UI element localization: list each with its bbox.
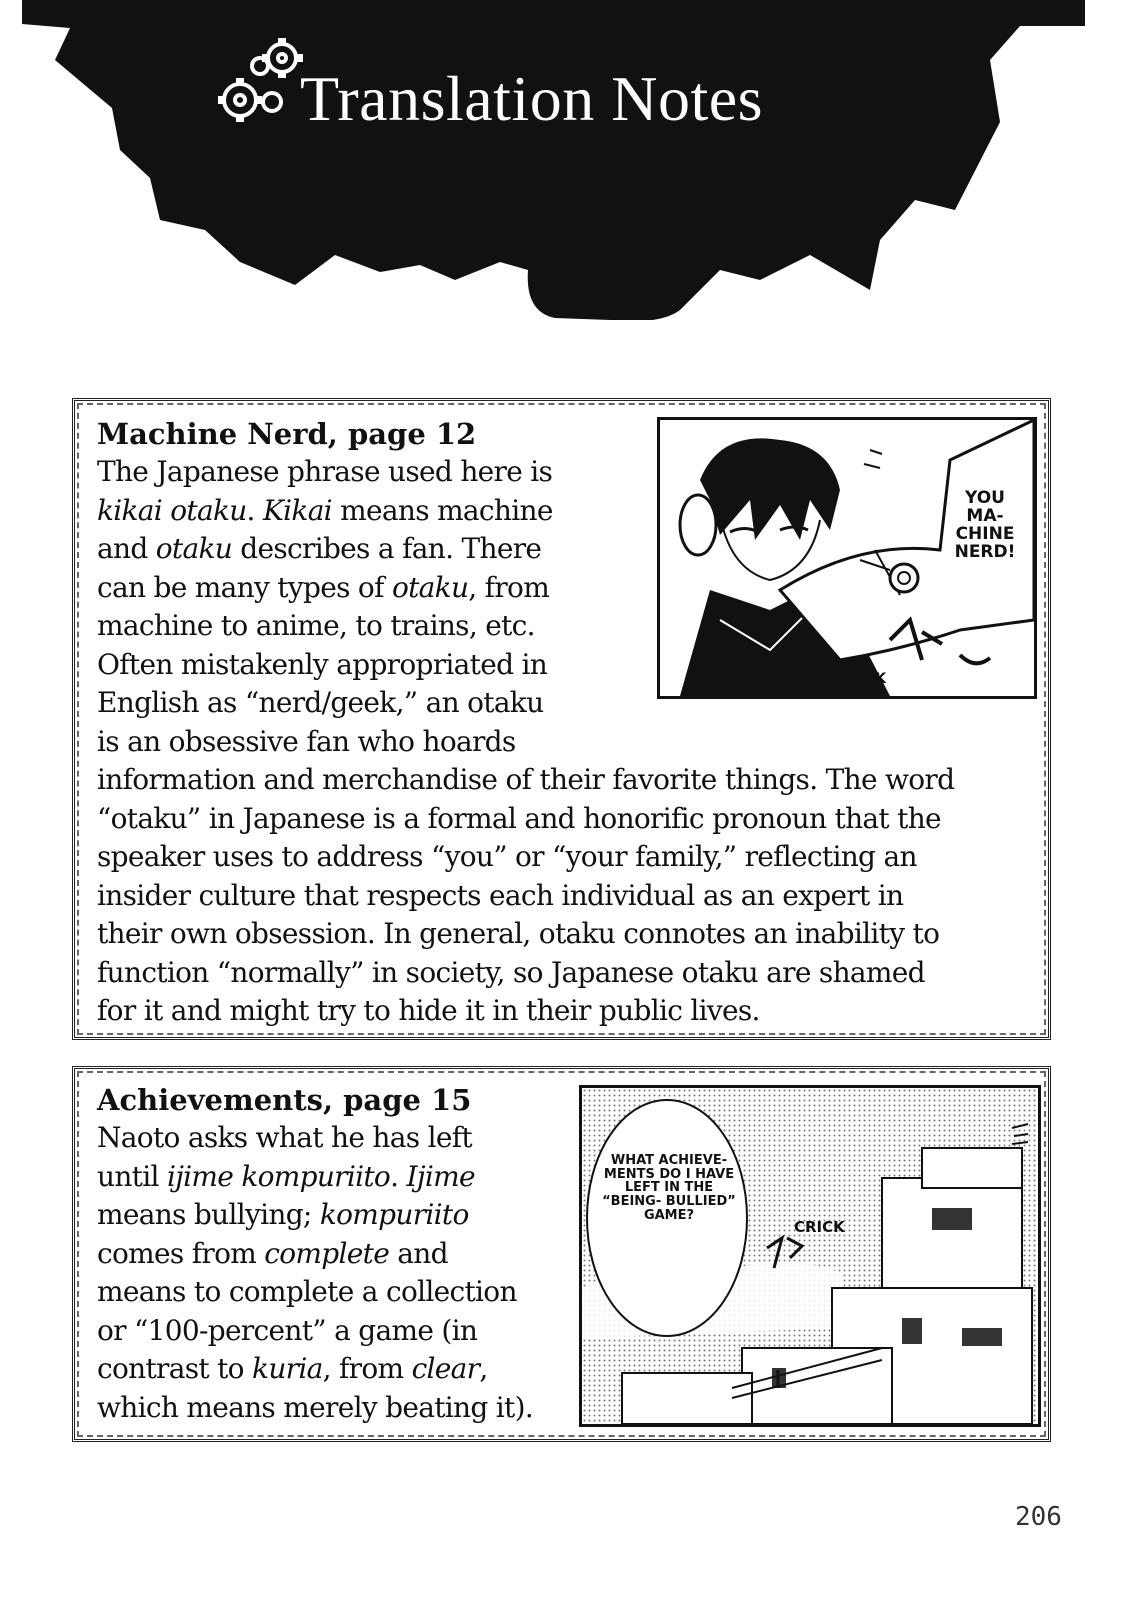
note-line: which means merely beating it). (97, 1390, 534, 1424)
note-line: comes from complete and (97, 1236, 448, 1270)
note-title: Achievements, page 15 (97, 1083, 472, 1117)
note-line: insider culture that respects each individual as an expert in (97, 878, 904, 912)
speech-text: WHAT ACHIEVE- MENTS DO I HAVE LEFT IN THE “BEING- BULLIED” GAME? (602, 1153, 736, 1223)
note-line: can be many types of otaku, from (97, 570, 550, 604)
note-title: Machine Nerd, page 12 (97, 417, 477, 451)
note-line: contrast to kuria, from clear, (97, 1352, 488, 1385)
gear-banner (0, 0, 1123, 320)
note-line: information and merchandise of their favorite things. The word (97, 763, 955, 796)
decorative-gears-icon (214, 36, 314, 126)
note-line: Naoto asks what he has left (97, 1121, 472, 1154)
manga-illustration (582, 1088, 1038, 1424)
sound-effect: CRICK (794, 1218, 845, 1236)
page-title: Translation Notes (300, 63, 764, 134)
note-achievements (72, 1066, 1051, 1442)
page-number: 206 (1015, 1502, 1062, 1532)
note-line: English as “nerd/geek,” an otaku (97, 686, 544, 719)
note-line: and otaku describes a fan. There (97, 532, 542, 565)
note-line: until ijime kompuriito. Ijime (97, 1159, 475, 1193)
sound-effect: GHK (852, 671, 887, 687)
note-line: The Japanese phrase used here is (97, 455, 553, 488)
note-line: their own obsession. In general, otaku connotes an inability to (97, 917, 940, 950)
manga-panel-machine-nerd (657, 417, 1037, 699)
note-line: machine to anime, to trains, etc. (97, 609, 535, 642)
note-line: is an obsessive fan who hoards (97, 724, 516, 758)
manga-panel-achievements (579, 1085, 1041, 1427)
note-line: speaker uses to address “you” or “your family,” reflecting an (97, 840, 917, 873)
note-line: function “normally” in society, so Japanese otaku are shamed (97, 955, 925, 989)
note-line: “otaku” in Japanese is a formal and honorific pronoun that the (97, 801, 941, 835)
speech-text: YOU MA- CHINE NERD! (954, 488, 1016, 562)
note-line: means bullying; kompuriito (97, 1198, 469, 1231)
note-line: means to complete a collection (97, 1275, 517, 1308)
gear-shape (22, 0, 1085, 320)
note-line: for it and might try to hide it in their public lives. (97, 994, 760, 1027)
note-line: Often mistakenly appropriated in (97, 647, 548, 681)
note-line: or “100-percent” a game (in (97, 1313, 478, 1347)
note-machine-nerd (72, 398, 1051, 1040)
note-line: kikai otaku. Kikai means machine (97, 493, 553, 527)
